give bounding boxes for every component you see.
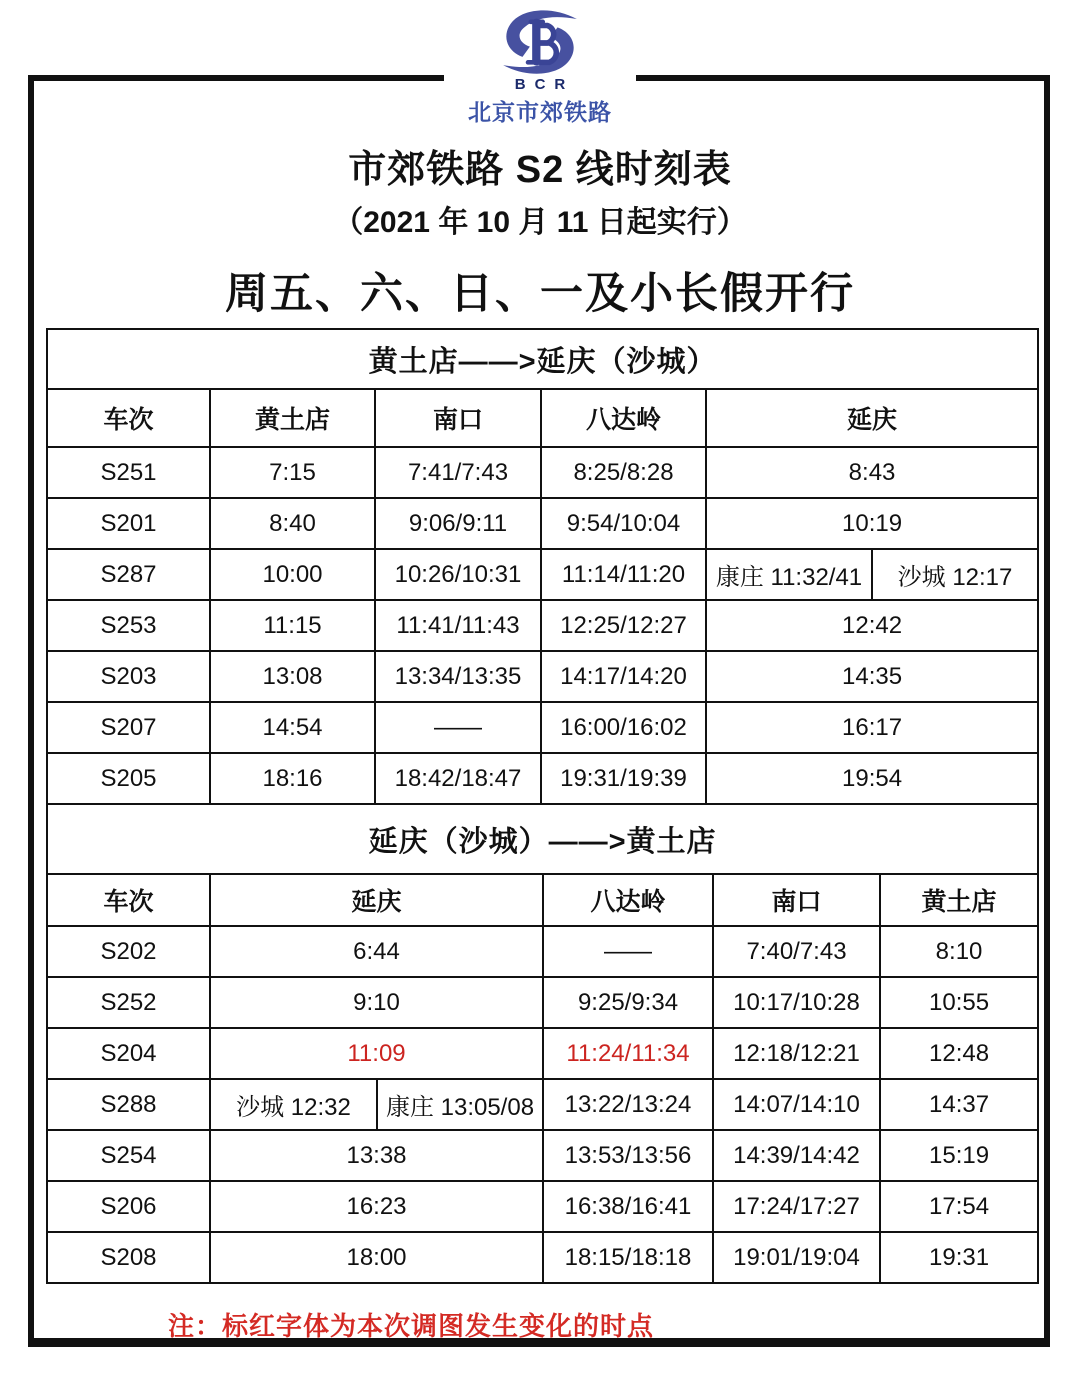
time-cell: 14:35 bbox=[706, 651, 1038, 702]
column-header: 车次 bbox=[47, 874, 210, 926]
train-number: S202 bbox=[47, 926, 210, 977]
time-cell: 16:00/16:02 bbox=[541, 702, 706, 753]
column-header: 黄土店 bbox=[210, 389, 375, 447]
time-cell: 康庄 11:32/41 bbox=[706, 549, 872, 600]
time-cell: 10:55 bbox=[880, 977, 1038, 1028]
table-row bbox=[47, 651, 1038, 702]
section-title: 黄土店——>延庆（沙城） bbox=[47, 329, 1038, 389]
timetable-section-1 bbox=[46, 803, 1039, 1284]
train-number: S204 bbox=[47, 1028, 210, 1079]
time-cell: 11:41/11:43 bbox=[375, 600, 541, 651]
table-row bbox=[47, 1130, 1038, 1181]
bcr-railway-logo-icon bbox=[493, 8, 587, 78]
time-cell: 18:00 bbox=[210, 1232, 543, 1283]
table-row bbox=[47, 1232, 1038, 1283]
time-cell: 18:15/18:18 bbox=[543, 1232, 713, 1283]
train-number: S208 bbox=[47, 1232, 210, 1283]
train-number: S254 bbox=[47, 1130, 210, 1181]
train-number: S253 bbox=[47, 600, 210, 651]
time-cell: 18:42/18:47 bbox=[375, 753, 541, 804]
time-cell: 19:54 bbox=[706, 753, 1038, 804]
table-row bbox=[47, 702, 1038, 753]
train-number: S206 bbox=[47, 1181, 210, 1232]
time-cell: 6:44 bbox=[210, 926, 543, 977]
time-cell: 17:54 bbox=[880, 1181, 1038, 1232]
time-cell: 沙城 12:17 bbox=[872, 549, 1038, 600]
time-cell: 13:38 bbox=[210, 1130, 543, 1181]
time-cell: 8:43 bbox=[706, 447, 1038, 498]
time-cell: 康庄 13:05/08 bbox=[377, 1079, 543, 1130]
table-row bbox=[47, 549, 1038, 600]
time-cell: 16:23 bbox=[210, 1181, 543, 1232]
time-cell: 11:24/11:34 bbox=[543, 1028, 713, 1079]
bcr-logo bbox=[444, 8, 636, 127]
column-header: 黄土店 bbox=[880, 874, 1038, 926]
time-cell: 15:19 bbox=[880, 1130, 1038, 1181]
time-cell: —— bbox=[543, 926, 713, 977]
time-cell: 8:40 bbox=[210, 498, 375, 549]
time-cell: 12:25/12:27 bbox=[541, 600, 706, 651]
time-cell: 7:15 bbox=[210, 447, 375, 498]
time-cell: 10:17/10:28 bbox=[713, 977, 880, 1028]
time-cell: 9:06/9:11 bbox=[375, 498, 541, 549]
time-cell: 14:54 bbox=[210, 702, 375, 753]
time-cell: 19:31 bbox=[880, 1232, 1038, 1283]
time-cell: 19:31/19:39 bbox=[541, 753, 706, 804]
time-cell: —— bbox=[375, 702, 541, 753]
effective-date: （2021 年 10 月 11 日起实行） bbox=[333, 206, 747, 239]
section-title: 延庆（沙城）——>黄土店 bbox=[47, 804, 1038, 874]
time-cell: 13:22/13:24 bbox=[543, 1079, 713, 1130]
train-number: S251 bbox=[47, 447, 210, 498]
time-cell: 14:17/14:20 bbox=[541, 651, 706, 702]
time-cell: 13:34/13:35 bbox=[375, 651, 541, 702]
bcr-logo-acronym: BCR bbox=[514, 76, 575, 93]
column-header: 车次 bbox=[47, 389, 210, 447]
table-row bbox=[47, 753, 1038, 804]
time-cell: 8:25/8:28 bbox=[541, 447, 706, 498]
time-cell: 7:41/7:43 bbox=[375, 447, 541, 498]
time-cell: 11:15 bbox=[210, 600, 375, 651]
column-header: 延庆 bbox=[706, 389, 1038, 447]
time-cell: 沙城 12:32 bbox=[210, 1079, 377, 1130]
time-cell: 14:39/14:42 bbox=[713, 1130, 880, 1181]
table-row bbox=[47, 447, 1038, 498]
table-row bbox=[47, 1181, 1038, 1232]
timetable-section-0 bbox=[46, 328, 1039, 805]
time-cell: 14:07/14:10 bbox=[713, 1079, 880, 1130]
train-number: S203 bbox=[47, 651, 210, 702]
train-number: S201 bbox=[47, 498, 210, 549]
table-row bbox=[47, 600, 1038, 651]
train-number: S288 bbox=[47, 1079, 210, 1130]
bcr-logo-org-name: 北京市郊铁路 bbox=[468, 99, 612, 125]
train-number: S252 bbox=[47, 977, 210, 1028]
column-header: 延庆 bbox=[210, 874, 543, 926]
timetable-tables bbox=[46, 328, 1037, 1284]
table-row bbox=[47, 1028, 1038, 1079]
time-cell: 16:38/16:41 bbox=[543, 1181, 713, 1232]
table-row bbox=[47, 498, 1038, 549]
page-title: 市郊铁路 S2 线时刻表 bbox=[348, 149, 732, 191]
time-cell: 14:37 bbox=[880, 1079, 1038, 1130]
time-cell: 18:16 bbox=[210, 753, 375, 804]
train-number: S287 bbox=[47, 549, 210, 600]
table-row bbox=[47, 1079, 1038, 1130]
red-highlight-footnote: 注：标红字体为本次调图发生变化的时点 bbox=[168, 1311, 655, 1341]
time-cell: 9:10 bbox=[210, 977, 543, 1028]
table-row bbox=[47, 977, 1038, 1028]
time-cell: 10:00 bbox=[210, 549, 375, 600]
train-number: S207 bbox=[47, 702, 210, 753]
time-cell: 16:17 bbox=[706, 702, 1038, 753]
time-cell: 12:18/12:21 bbox=[713, 1028, 880, 1079]
column-header: 南口 bbox=[713, 874, 880, 926]
column-header: 八达岭 bbox=[543, 874, 713, 926]
time-cell: 12:48 bbox=[880, 1028, 1038, 1079]
time-cell: 8:10 bbox=[880, 926, 1038, 977]
time-cell: 13:53/13:56 bbox=[543, 1130, 713, 1181]
time-cell: 10:19 bbox=[706, 498, 1038, 549]
time-cell: 9:54/10:04 bbox=[541, 498, 706, 549]
table-row bbox=[47, 926, 1038, 977]
train-number: S205 bbox=[47, 753, 210, 804]
time-cell: 10:26/10:31 bbox=[375, 549, 541, 600]
service-days-heading: 周五、六、日、一及小长假开行 bbox=[225, 270, 855, 318]
column-header: 南口 bbox=[375, 389, 541, 447]
time-cell: 13:08 bbox=[210, 651, 375, 702]
header-row bbox=[47, 389, 1038, 447]
time-cell: 19:01/19:04 bbox=[713, 1232, 880, 1283]
time-cell: 11:09 bbox=[210, 1028, 543, 1079]
time-cell: 12:42 bbox=[706, 600, 1038, 651]
time-cell: 11:14/11:20 bbox=[541, 549, 706, 600]
time-cell: 17:24/17:27 bbox=[713, 1181, 880, 1232]
column-header: 八达岭 bbox=[541, 389, 706, 447]
time-cell: 9:25/9:34 bbox=[543, 977, 713, 1028]
header-row bbox=[47, 874, 1038, 926]
time-cell: 7:40/7:43 bbox=[713, 926, 880, 977]
